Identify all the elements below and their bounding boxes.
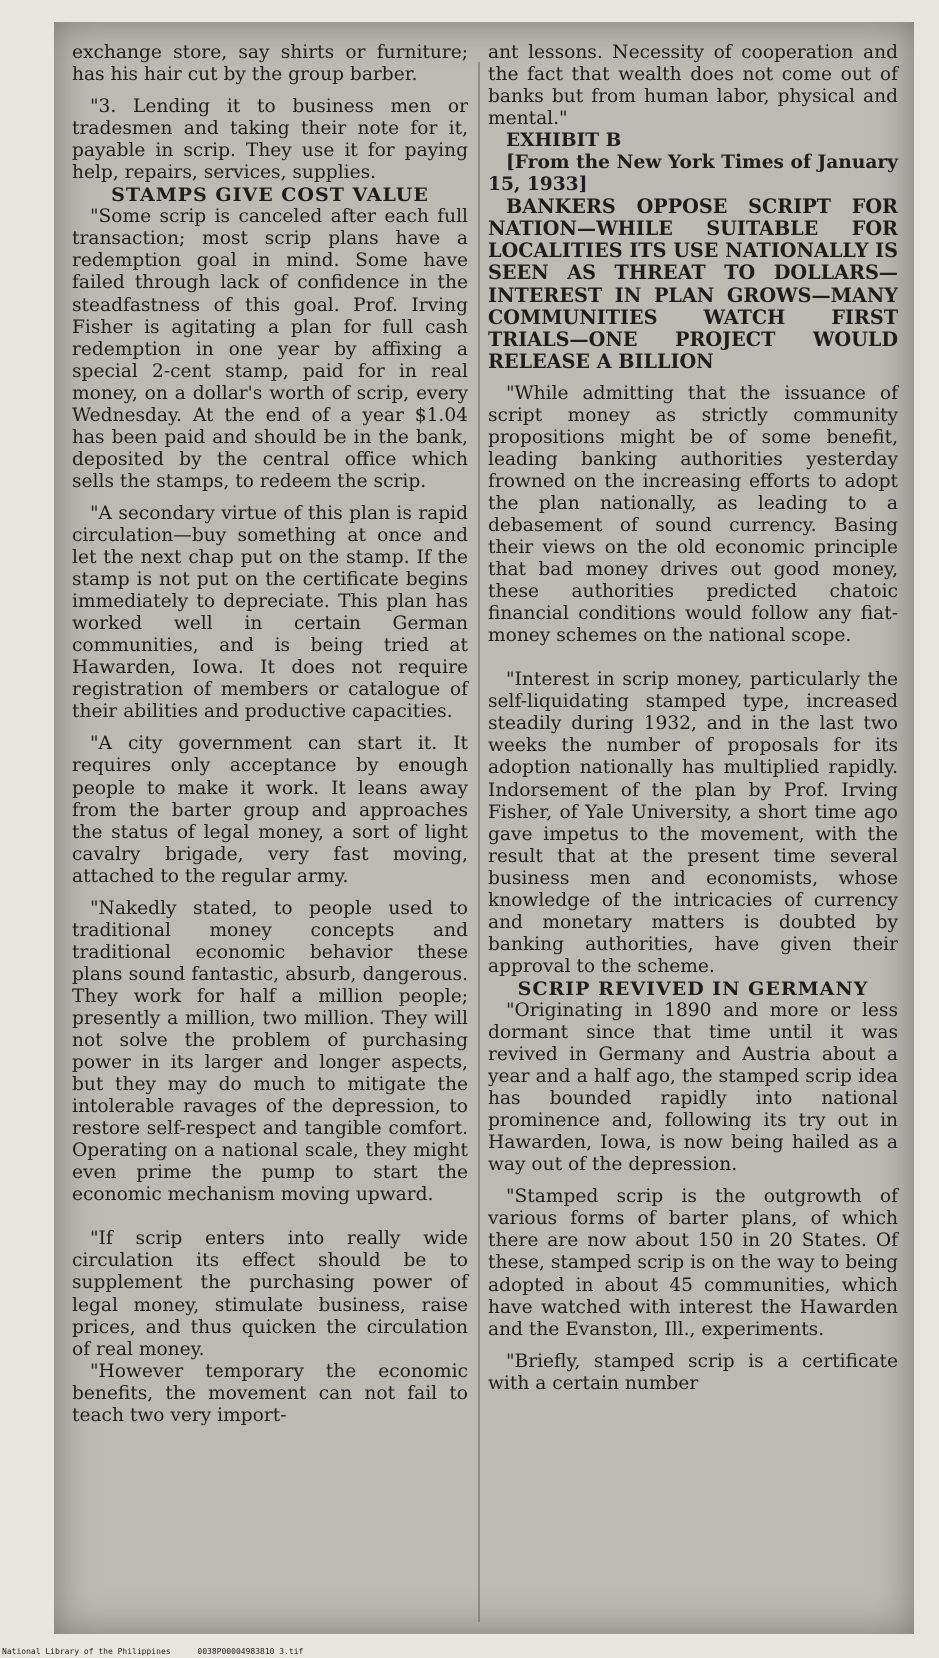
left-paragraph-8: "However temporary the economic benefits, the movement can not fail to teach two very import- (72, 1360, 468, 1426)
left-paragraph-1: exchange store, say shirts or furniture; has his hair cut by the group barber. (72, 42, 468, 86)
scan-footer (2, 1647, 325, 1656)
article-headline: BANKERS OPPOSE SCRIPT FOR NATION—WHILE SUITABLE FOR LOCALITIES ITS USE NATIONALLY IS SEEN AS THREAT TO DOLLARS—INTEREST IN PLAN GROWS—MANY COMMUNITIES WATCH FIRST TRIALS—ONE PROJECT WOULD RELEASE A BILLION (488, 195, 898, 373)
right-column (488, 42, 898, 1395)
left-paragraph-2: "3. Lending it to business men or tradesmen and taking their note for it, payable in scrip. They use it for paying help, repairs, services, supplies. (72, 96, 468, 184)
left-paragraph-3: "Some scrip is canceled after each full transaction; most scrip plans have a redemption goal in mind. Some have failed through lack of confidence in the steadfastness of this goal. Prof. Irving Fisher is agitating a plan for full cash redemption in one year by affixing a special 2-cent stamp, paid for in real money, on a dollar's worth of scrip, every Wednesday. At the end of a year $1.04 has been paid and should be in the bank, deposited by the central office which sells the stamps, to redeem the scrip. (72, 206, 468, 492)
footer-filename: 0038P00004983810 3.tif (197, 1647, 304, 1656)
right-paragraph-3: "Interest in scrip money, particularly the self-liquidating stamped type, increased steadily during 1932, and in the last two weeks the number of proposals for its adoption nationally has multiplied rapidly. Indorsement of the plan by Prof. Irving Fisher, of Yale University, a short time ago gave impetus to the movement, with the result that at the present time several business men and economists, whose knowledge of the intricacies of currency and monetary matters is doubted by banking authorities, have given their approval to the scheme. (488, 669, 898, 977)
left-paragraph-4: "A secondary virtue of this plan is rapid circulation—buy something at once and let the next chap put on the stamp. If the stamp is not put on the certificate begins immediately to depreciate. This plan has worked well in certain German communities, and is being tried at Hawarden, Iowa. It does not require registration of members or catalogue of their abilities and productive capacities. (72, 502, 468, 723)
section-heading-germany: SCRIP REVIVED IN GERMANY (517, 977, 869, 1000)
right-paragraph-5: "Stamped scrip is the outgrowth of various forms of barter plans, of which there are now about 150 in 20 States. Of these, stamped scrip is on the way to being adopted in about 45 communities, which have watched with interest the Hawarden and the Evanston, Ill., experiments. (488, 1186, 898, 1340)
left-paragraph-7: "If scrip enters into really wide circulation its effect should be to supplement the purchasing power of legal money, stimulate business, raise prices, and thus quicken the circulation of real money. (72, 1228, 468, 1360)
left-paragraph-5: "A city government can start it. It requires only acceptance by enough people to make it work. It leans away from the barter group and approaches the status of legal money, a sort of light cavalry brigade, very fast moving, attached to the regular army. (72, 733, 468, 887)
exhibit-label: EXHIBIT B (506, 130, 622, 152)
right-paragraph-2: "While admitting that the issuance of script money as strictly community propositions might be of some benefit, leading banking authorities yesterday frowned on the increasing efforts to adopt the plan nationally, as leading to a debasement of sound currency. Basing their views on the old economic principle that bad money drives out good money, these authorities predicted chatoic financial conditions would follow any fiat-money schemes on the national scope. (488, 382, 898, 647)
column-divider (478, 62, 480, 1622)
left-column (72, 42, 468, 1427)
footer-library: National Library of the Philippines (2, 1647, 171, 1656)
section-heading-stamps: STAMPS GIVE COST VALUE (111, 184, 429, 207)
source-attribution: [From the New York Times of January 15, 1933] (488, 152, 898, 196)
right-paragraph-6: "Briefly, stamped scrip is a certificate with a certain number (488, 1350, 898, 1394)
left-paragraph-6: "Nakedly stated, to people used to traditional money concepts and traditional economic behavior these plans sound fantastic, absurb, dangerous. They work for half a million people; presently a million, two million. They will not solve the problem of purchasing power in its larger and longer aspects, but they may do much to mitigate the intolerable ravages of the depression, to restore self-respect and tangible comfort. Operating on a national scale, they might even prime the pump to start the economic mechanism moving upward. (72, 897, 468, 1206)
right-paragraph-4: "Originating in 1890 and more or less dormant since that time until it was revived in Germany and Austria about a year and a half ago, the stamped scrip idea has bounded rapidly into national prominence and, following its try out in Hawarden, Iowa, is now being hailed as a way out of the depression. (488, 999, 898, 1176)
right-paragraph-1: ant lessons. Necessity of cooperation and the fact that wealth does not come out of banks but from human labor, physical and mental." (488, 42, 898, 130)
newspaper-page (54, 22, 914, 1634)
